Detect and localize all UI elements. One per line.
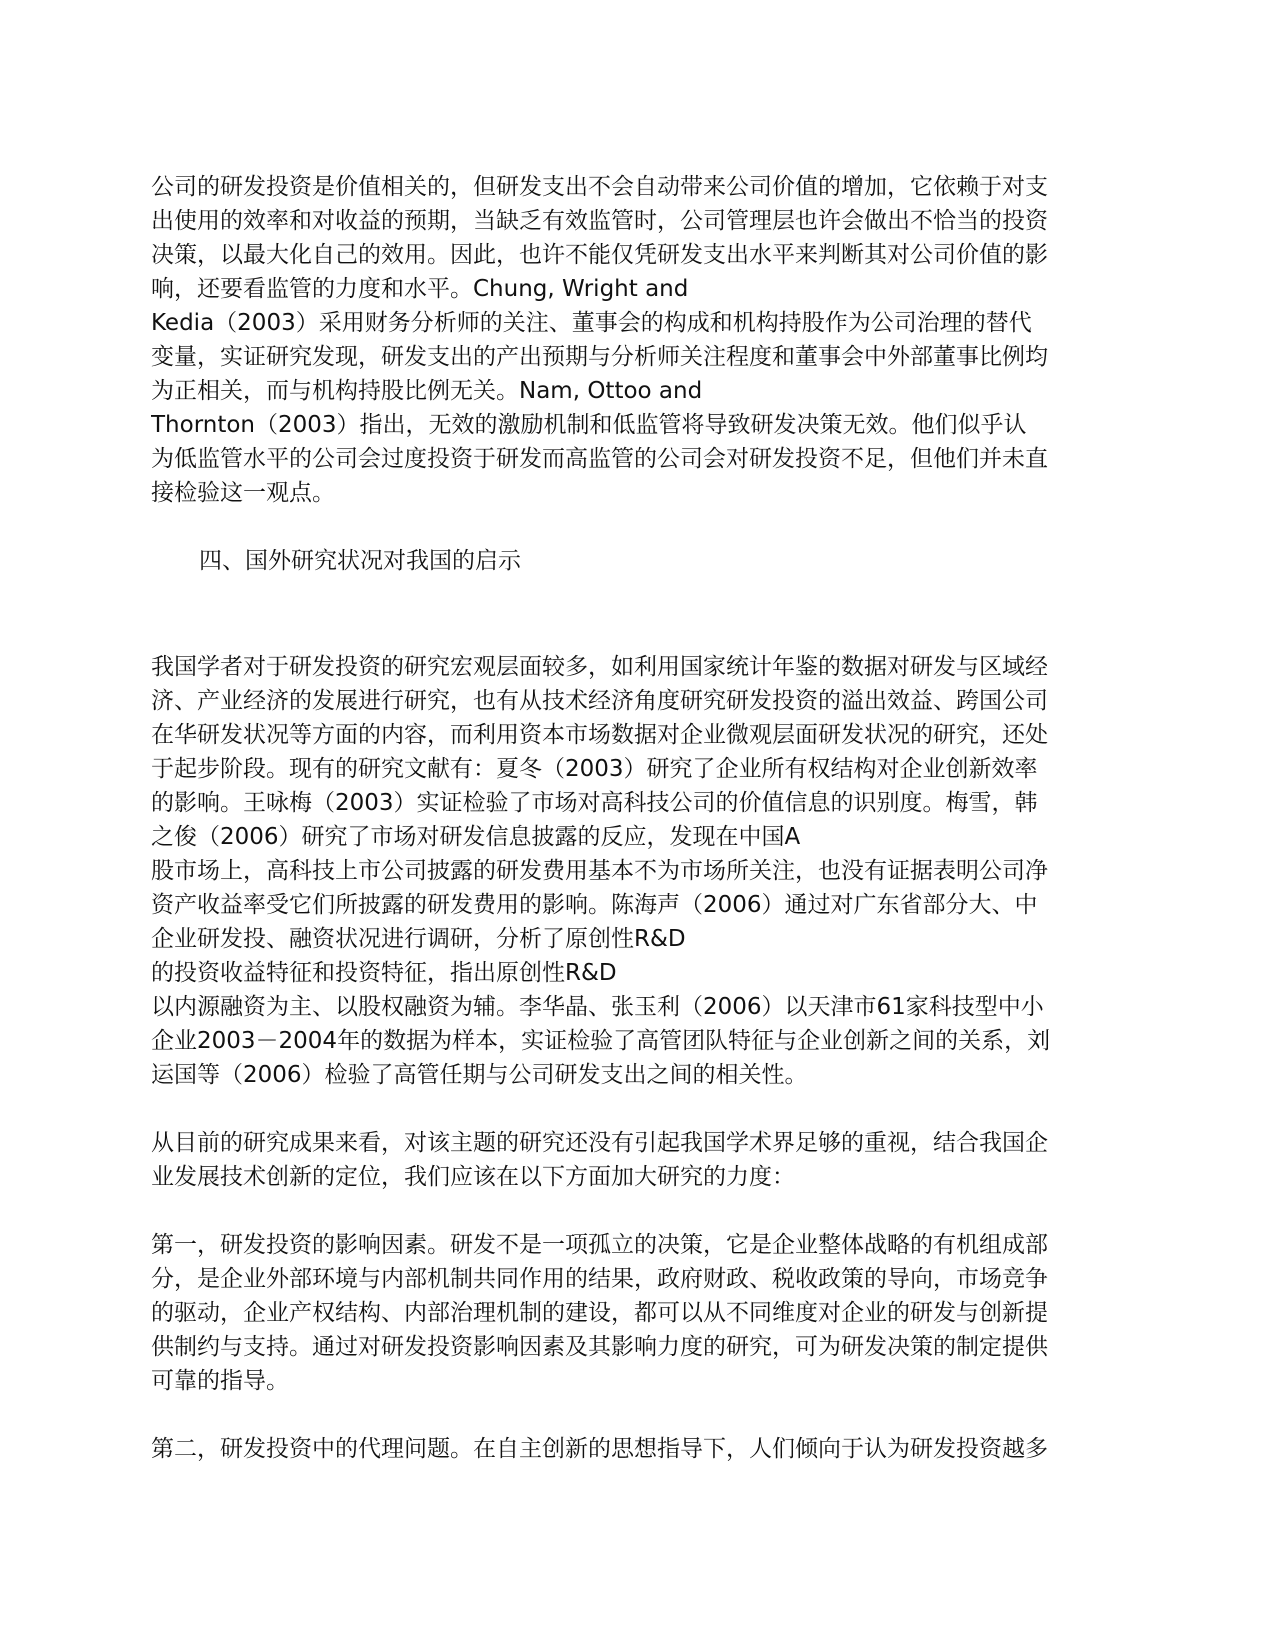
text-line: 的影响。王咏梅（2003）实证检验了市场对高科技公司的价值信息的识别度。梅雪，韩	[151, 790, 1038, 816]
document-page	[151, 170, 1125, 1466]
paragraph-current-results	[151, 1126, 1125, 1194]
text-line: 变量，实证研究发现，研发支出的产出预期与分析师关注程度和董事会中外部董事比例均	[151, 344, 1048, 370]
text-line: 接检验这一观点。	[151, 480, 335, 506]
text-line: 的投资收益特征和投资特征，指出原创性R&D	[151, 960, 617, 986]
text-line: 为正相关，而与机构持股比例无关。Nam, Ottoo and	[151, 378, 703, 404]
paragraph-second-point	[151, 1432, 1125, 1466]
text-line: 第二，研发投资中的代理问题。在自主创新的思想指导下，人们倾向于认为研发投资越多	[151, 1436, 1048, 1462]
text-line: 可靠的指导。	[151, 1368, 289, 1394]
text-line: 股市场上，高科技上市公司披露的研发费用基本不为市场所关注，也没有证据表明公司净	[151, 858, 1048, 884]
text-line: 从目前的研究成果来看，对该主题的研究还没有引起我国学术界足够的重视，结合我国企	[151, 1130, 1048, 1156]
text-line: 业发展技术创新的定位，我们应该在以下方面加大研究的力度：	[151, 1164, 795, 1190]
text-line: Kedia（2003）采用财务分析师的关注、董事会的构成和机构持股作为公司治理的替代	[151, 310, 1032, 336]
text-line: 在华研发状况等方面的内容，而利用资本市场数据对企业微观层面研发状况的研究，还处	[151, 722, 1048, 748]
text-line: 我国学者对于研发投资的研究宏观层面较多，如利用国家统计年鉴的数据对研发与区域经	[151, 654, 1048, 680]
text-line: 之俊（2006）研究了市场对研发信息披露的反应，发现在中国A	[151, 824, 801, 850]
section-heading: 四、国外研究状况对我国的启示	[199, 548, 521, 574]
text-line: 第一，研发投资的影响因素。研发不是一项孤立的决策，它是企业整体战略的有机组成部	[151, 1232, 1048, 1258]
text-line: 出使用的效率和对收益的预期，当缺乏有效监管时，公司管理层也许会做出不恰当的投资	[151, 208, 1048, 234]
paragraph-first-point	[151, 1228, 1125, 1398]
text-line: 资产收益率受它们所披露的研发费用的影响。陈海声（2006）通过对广东省部分大、中	[151, 892, 1038, 918]
text-line: 决策，以最大化自己的效用。因此，也许不能仅凭研发支出水平来判断其对公司价值的影	[151, 242, 1048, 268]
text-line: 企业研发投、融资状况进行调研，分析了原创性R&D	[151, 926, 686, 952]
text-line: 运国等（2006）检验了高管任期与公司研发支出之间的相关性。	[151, 1062, 808, 1088]
text-line: 企业2003－2004年的数据为样本，实证检验了高管团队特征与企业创新之间的关系，刘	[151, 1028, 1051, 1054]
text-line: 的驱动，企业产权结构、内部治理机制的建设，都可以从不同维度对企业的研发与创新提	[151, 1300, 1048, 1326]
text-line: 公司的研发投资是价值相关的，但研发支出不会自动带来公司价值的增加，它依赖于对支	[151, 174, 1048, 200]
paragraph-domestic-research	[151, 650, 1125, 1092]
text-line: 以内源融资为主、以股权融资为辅。李华晶、张玉利（2006）以天津市61家科技型中小	[151, 994, 1044, 1020]
text-line: 响，还要看监管的力度和水平。Chung, Wright and	[151, 276, 689, 302]
text-line: 分，是企业外部环境与内部机制共同作用的结果，政府财政、税收政策的导向，市场竞争	[151, 1266, 1048, 1292]
text-line: 供制约与支持。通过对研发投资影响因素及其影响力度的研究，可为研发决策的制定提供	[151, 1334, 1048, 1360]
text-line: 济、产业经济的发展进行研究，也有从技术经济角度研究研发投资的溢出效益、跨国公司	[151, 688, 1048, 714]
text-line: 于起步阶段。现有的研究文献有：夏冬（2003）研究了企业所有权结构对企业创新效率	[151, 756, 1038, 782]
text-line: Thornton（2003）指出，无效的激励机制和低监管将导致研发决策无效。他们似乎认	[151, 412, 1027, 438]
paragraph-governance	[151, 170, 1125, 510]
text-line: 为低监管水平的公司会过度投资于研发而高监管的公司会对研发投资不足，但他们并未直	[151, 446, 1048, 472]
